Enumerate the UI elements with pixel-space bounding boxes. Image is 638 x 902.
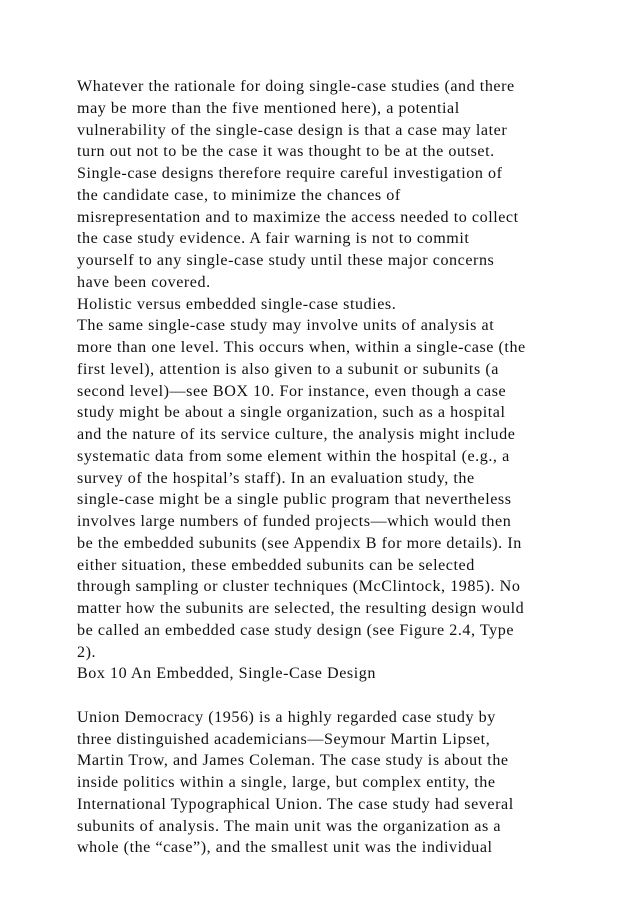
text-line: survey of the hospital’s staff). In an evaluation study, the (77, 469, 475, 487)
text-line: Whatever the rationale for doing single-case studies (and there (77, 78, 515, 95)
text-line: turn out not to be the case it was thought to be at the outset. (77, 143, 495, 161)
text-line: may be more than the five mentioned here), a potential (77, 99, 460, 117)
text-line: vulnerability of the single-case design is that a case may later (77, 121, 508, 139)
text-line: systematic data from some element within the hospital (e.g., a (77, 447, 510, 465)
text-line: study might be about a single organization, such as a hospital (77, 404, 506, 422)
text-line: be called an embedded case study design (see Figure 2.4, Type (77, 621, 515, 639)
text-line: matter how the subunits are selected, the resulting design would (77, 600, 525, 617)
text-line: The same single-case study may involve units of analysis at (77, 317, 495, 335)
blank-line (77, 685, 617, 707)
text-line: inside politics within a single, large, but complex entity, the (77, 774, 496, 791)
text-line: Martin Trow, and James Coleman. The case study is about the (77, 752, 509, 770)
body-text (77, 76, 617, 859)
text-line: 2). (77, 643, 97, 661)
text-line: more than one level. This occurs when, within a single-case (the (77, 339, 526, 356)
text-line: three distinguished academicians—Seymour Martin Lipset, (77, 730, 491, 748)
text-line: Box 10 An Embedded, Single-Case Design (77, 665, 376, 683)
text-line: either situation, these embedded subunits can be selected (77, 556, 475, 574)
text-line: single-case might be a single public program that nevertheless (77, 491, 512, 509)
text-line: the candidate case, to minimize the chances of (77, 186, 401, 204)
text-line: be the embedded subunits (see Appendix B for more details). In (77, 534, 522, 552)
text-line: second level)—see BOX 10. For instance, even though a case (77, 382, 507, 400)
text-line: have been covered. (77, 273, 211, 291)
text-line: International Typographical Union. The case study had several (77, 795, 514, 813)
text-line: and the nature of its service culture, the analysis might include (77, 426, 516, 443)
text-line: the case study evidence. A fair warning is not to commit (77, 230, 470, 248)
text-line: Single-case designs therefore require careful investigation of (77, 165, 503, 182)
text-line: yourself to any single-case study until these major concerns (77, 252, 495, 269)
text-line: Union Democracy (1956) is a highly regarded case study by (77, 708, 496, 726)
text-line: subunits of analysis. The main unit was the organization as a (77, 817, 502, 835)
text-line: whole (the “case”), and the smallest unit was the individual (77, 839, 493, 857)
text-line: involves large numbers of funded projects—which would then (77, 513, 512, 530)
text-line: through sampling or cluster techniques (McClintock, 1985). No (77, 578, 521, 596)
text-line: Holistic versus embedded single-case studies. (77, 295, 397, 313)
text-line: first level), attention is also given to a subunit or subunits (a (77, 360, 499, 378)
text-line: misrepresentation and to maximize the access needed to collect (77, 208, 519, 226)
